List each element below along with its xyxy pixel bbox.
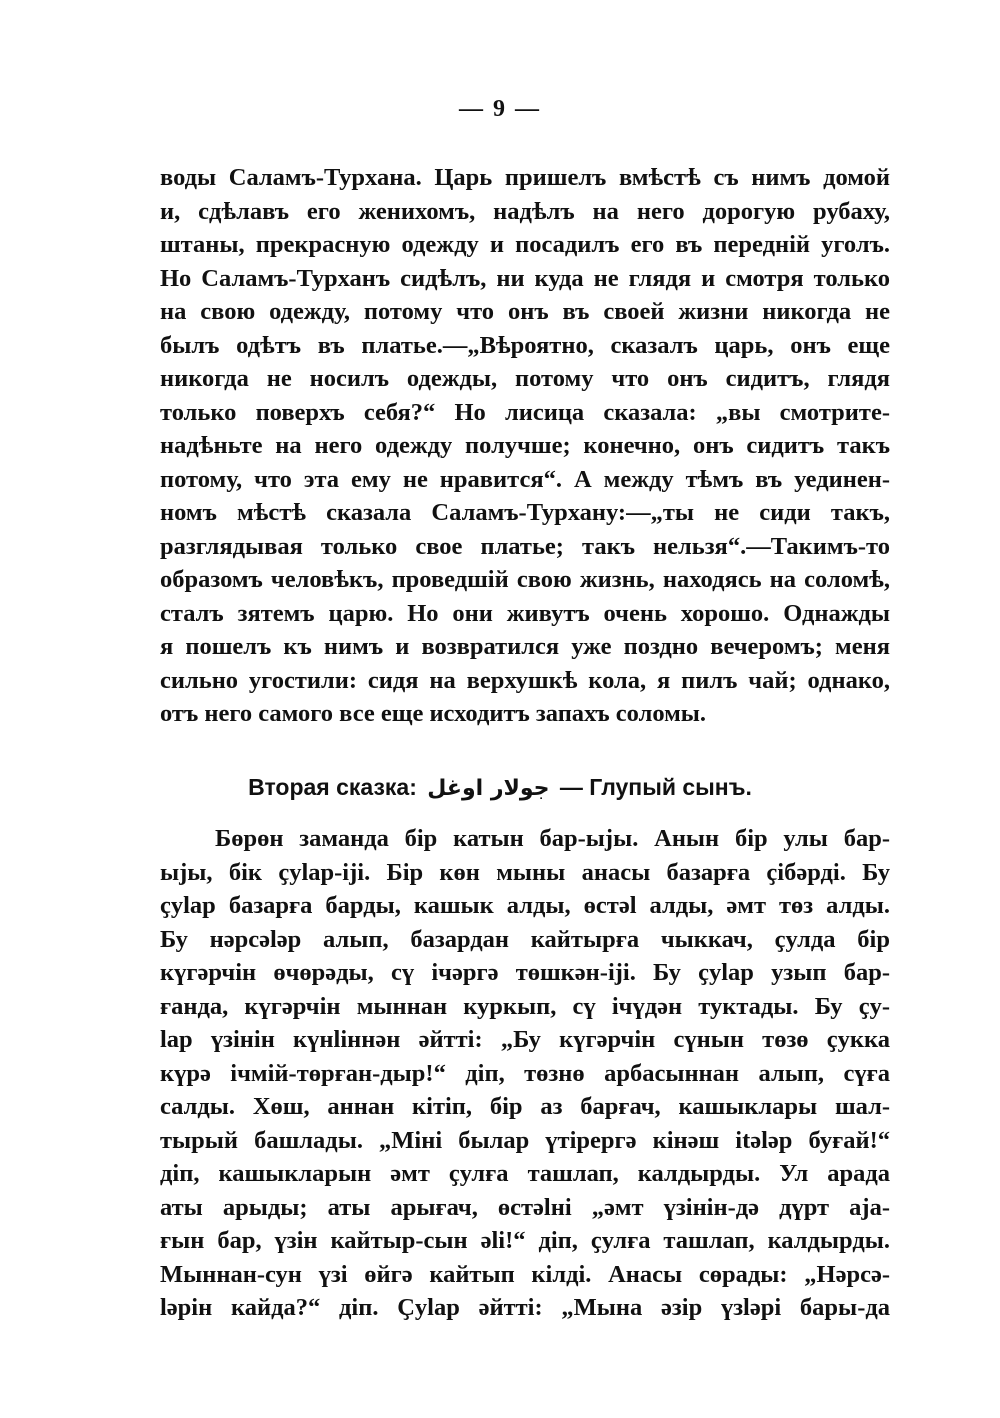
text-line: ҫуlар базарға барды, кашык алды, өстәl алды, әмт төз алды.: [160, 892, 890, 919]
heading-arabic-title: جولار اوغل: [427, 776, 550, 801]
heading-suffix: — Глупый сынъ.: [559, 774, 752, 800]
text-line: никогда не носилъ одежды, потому что онъ сидитъ, глядя: [160, 365, 890, 392]
page-number: — 9 —: [459, 96, 541, 122]
text-line: ыјы, бік ҫуlар-іjі. Бір көн мыны анасы базарға ҫібәрді. Бу: [160, 858, 890, 886]
text-line: ғанда, күгәрчін мыннан куркып, сү ічүдән туктады. Бу ҫу-: [160, 992, 890, 1020]
text-line: салды. Хөш, аннан кітіп, бір аз барғач, кашыклары шал-: [160, 1093, 890, 1120]
text-line: күрә ічмій-төрған-дыр!“ діп, төзнө арбасыннан алып, сүға: [160, 1059, 890, 1087]
text-line: Бу нәрсәlәр алып, базардан кайтырға чыккач, ҫулда бір: [160, 925, 890, 953]
text-line: воды Саламъ-Турхана. Царь пришелъ вмѣстѣ съ нимъ домой: [160, 164, 890, 191]
text-line: діп, кашыкларын әмт ҫулға ташлап, калдырды. Ул арада: [160, 1160, 890, 1187]
text-line: и, сдѣлавъ его женихомъ, надѣлъ на него дорогую рубаху,: [160, 197, 890, 225]
text-line: номъ мѣстѣ сказала Саламъ-Турхану:—„ты не сиди такъ,: [160, 499, 890, 526]
text-line: тырый башлады. „Міні былар үтірергә кінәш itәlәр буғай!“: [160, 1126, 890, 1154]
text-line: сильно угостили: сидя на верхушкѣ кола, я пилъ чай; однако,: [160, 666, 890, 694]
text-line: разглядывая только свое платье; такъ нельзя“.—Такимъ-то: [160, 532, 890, 560]
text-line: Бөрөн заманда бір катын бар-ыјы. Анын бір улы бар-: [215, 825, 890, 852]
text-line: образомъ человѣкъ, проведшiй свою жизнь, находясь на соломѣ,: [160, 566, 890, 593]
text-line: я пошелъ къ нимъ и возвратился уже поздно вечеромъ; меня: [160, 633, 890, 660]
heading-prefix: Вторая сказка:: [248, 774, 417, 800]
text-line: lәрін кайда?“ діп. Ҫуlар әйтті: „Мына әзір үзlәрі бары-да: [160, 1294, 890, 1321]
text-line: только поверхъ себя?“ Но лисица сказала: „вы смотрите-: [160, 398, 890, 426]
russian-translation-text: [160, 161, 890, 731]
text-line: былъ одѣтъ въ платье.—„Вѣроятно, сказалъ царь, онъ еще: [160, 331, 890, 359]
text-line: потому, что эта ему не нравится“. А между тѣмъ въ уединен-: [160, 465, 890, 493]
text-line: надѣньте на него одежду получше; конечно, онъ сидитъ такъ: [160, 432, 890, 459]
tatar-text: [160, 822, 890, 1325]
section-heading: [0, 770, 1000, 806]
text-line: Но Саламъ-Турханъ сидѣлъ, ни куда не глядя и смотря только: [160, 264, 890, 292]
text-line: на свою одежду, потому что онъ въ своей жизни никогда не: [160, 298, 890, 325]
text-line: ғын бар, үзін кайтыр-сын әlі!“ діп, ҫулға ташлап, калдырды.: [160, 1227, 890, 1254]
text-line: отъ него самого все еще исходитъ запахъ соломы.: [160, 700, 707, 727]
text-line: lар үзінін күнlіннән әйтті: „Бу күгәрчін сүнын төзө ҫукка: [160, 1026, 890, 1053]
text-line: аты арыды; аты арығач, өстәlні „әмт үзінін-дә дүрт аја-: [160, 1193, 890, 1221]
text-line: сталъ зятемъ царю. Но они живутъ очень хорошо. Однажды: [160, 599, 890, 627]
text-line: күгәрчін өчөрәды, сү ічәргә төшкән-іjі. Бу ҫуlар узып бар-: [160, 959, 890, 986]
text-line: Мыннан-сун үзі өйгә кайтып кілді. Анасы сөрады: „Нәрсә-: [160, 1260, 890, 1288]
text-line: штаны, прекрасную одежду и посадилъ его въ переднiй уголъ.: [160, 231, 890, 258]
